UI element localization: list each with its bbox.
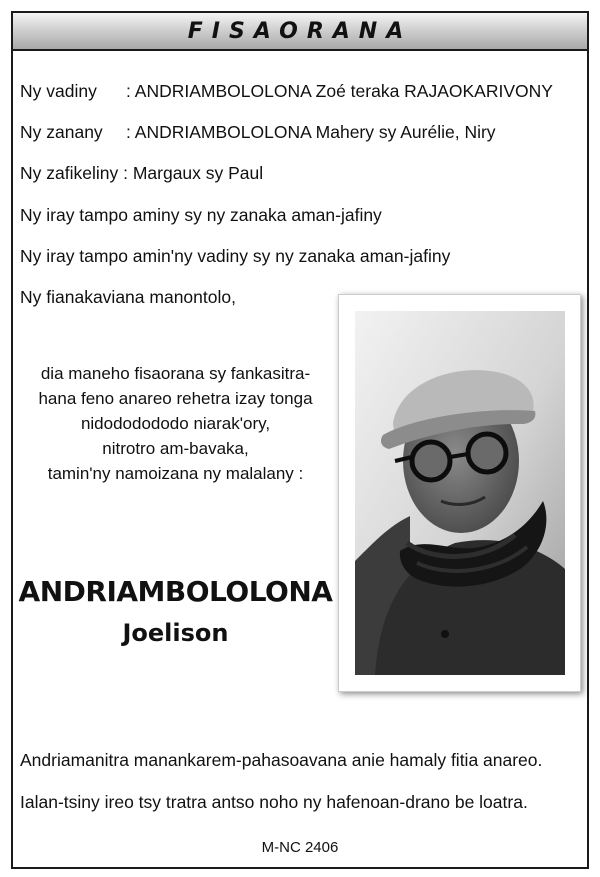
family-label: Ny vadiny — [20, 81, 97, 101]
family-separator: : — [126, 122, 135, 142]
family-value: ANDRIAMBOLOLONA Mahery sy Aurélie, Niry — [134, 122, 496, 142]
closing-line-blessing: Andriamanitra manankarem-pahasoavana anie hamaly fitia anareo. — [20, 750, 543, 770]
message-line: tamin'ny namoizana ny malalany : — [47, 464, 304, 483]
family-row-spouse — [20, 81, 553, 102]
portrait-photo-icon — [355, 311, 565, 675]
message-line: nidododododo niarak'ory, — [80, 414, 271, 433]
family-row-grandchildren — [20, 163, 263, 184]
family-label: Ny zanany — [20, 122, 103, 142]
announcement-frame — [11, 11, 589, 869]
thanks-message — [13, 361, 338, 486]
family-separator: : — [118, 163, 133, 183]
page-title: FISAORANA — [187, 18, 413, 44]
closing-line-apology: Ialan-tsiny ireo tsy tratra antso noho ny hafenoan-drano be loatra. — [20, 792, 528, 812]
family-value: ANDRIAMBOLOLONA Zoé teraka RAJAOKARIVONY — [134, 81, 553, 101]
family-value: Margaux sy Paul — [132, 163, 264, 183]
message-line: dia maneho fisaorana sy fankasitra- — [40, 364, 311, 383]
message-line: nitrotro am-bavaka, — [102, 439, 249, 458]
family-label: Ny zafikeliny — [20, 163, 119, 183]
family-separator: : — [126, 81, 135, 101]
deceased-firstname: Joelison — [122, 619, 229, 647]
family-line-spouse-siblings: Ny iray tampo amin'ny vadiny sy ny zanaka aman-jafiny — [20, 246, 451, 266]
deceased-surname: ANDRIAMBOLOLONA — [18, 575, 333, 608]
portrait-photo — [355, 311, 565, 675]
reference-code: M-NC 2406 — [261, 839, 339, 856]
family-line-whole-family: Ny fianakaviana manontolo, — [20, 287, 236, 307]
photo-frame — [338, 294, 581, 692]
message-line: hana feno anareo rehetra izay tonga — [38, 389, 313, 408]
header-bar — [13, 13, 587, 51]
family-row-children — [20, 122, 496, 143]
family-line-siblings: Ny iray tampo aminy sy ny zanaka aman-jafiny — [20, 205, 382, 225]
